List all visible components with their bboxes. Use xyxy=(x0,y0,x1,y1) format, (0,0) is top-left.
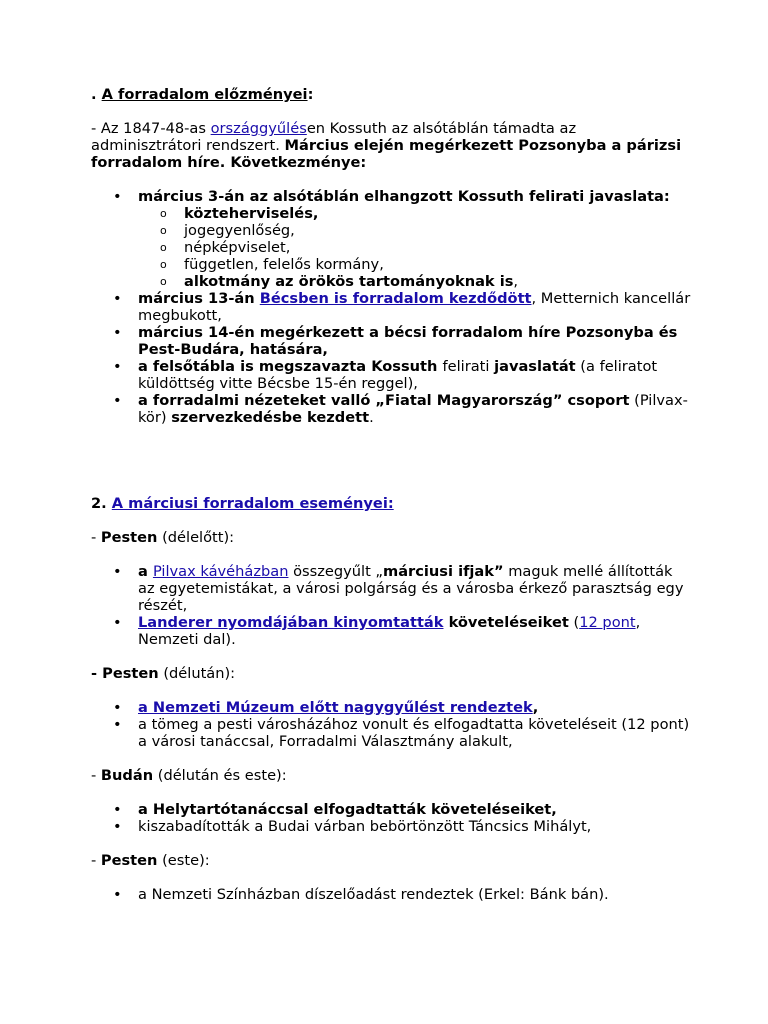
12-pont-link[interactable]: 12 pont xyxy=(579,614,636,631)
pest-morning-list xyxy=(91,563,691,648)
landerer-link[interactable]: Landerer nyomdájában kinyomtatták xyxy=(138,614,444,631)
pest-afternoon-label: - Pesten (délután): xyxy=(91,665,236,682)
buda-label: - Budán (délután és este): xyxy=(91,767,287,784)
list-item: • kiszabadították a Budai várban bebörtönzött Táncsics Mihályt, xyxy=(113,818,592,835)
circle-bullet-icon: o xyxy=(160,241,167,254)
bullet-icon: • xyxy=(113,818,122,835)
list-item: • a Nemzeti Múzeum előtt nagygyűlést rendeztek, xyxy=(113,699,539,716)
nemzeti-muzeum-link[interactable]: a Nemzeti Múzeum előtt nagygyűlést rendeztek xyxy=(138,699,533,716)
bullet-icon: • xyxy=(113,290,122,307)
pest-evening-label: - Pesten (este): xyxy=(91,852,210,869)
section-1-list xyxy=(91,188,691,426)
circle-bullet-icon: o xyxy=(160,275,167,288)
bullet-icon: • xyxy=(113,188,122,205)
sub-list xyxy=(91,205,691,290)
bullet-icon: • xyxy=(113,886,122,903)
pest-morning-label: - Pesten (délelőtt): xyxy=(91,529,235,546)
sub-list-item: o jogegyenlőség, xyxy=(160,222,295,239)
bullet-icon: • xyxy=(113,392,122,409)
list-item: • a forradalmi nézeteket valló „Fiatal Magyarország” csoport (Pilvax-kör) szervezkedésbe kezdett. xyxy=(113,392,688,426)
buda-list xyxy=(91,801,691,835)
pest-evening-list xyxy=(91,886,691,903)
sub-list-item: o független, felelős kormány, xyxy=(160,256,384,273)
pilvax-link[interactable]: Pilvax kávéházban xyxy=(152,563,289,580)
list-item: • március 3-án az alsótáblán elhangzott Kossuth felirati javaslata: o közteherviselés, o jogegyenlőség, o népképviselet, o független, felelős kormány, o alkotmány az örökös tartományoknak is, xyxy=(91,188,691,290)
bullet-icon: • xyxy=(113,716,122,733)
sub-list-item: o közteherviselés, xyxy=(160,205,319,222)
list-item: • március 14-én megérkezett a bécsi forradalom híre Pozsonyba és Pest-Budára, hatására, xyxy=(113,324,678,358)
section-1-title: A forradalom előzményei xyxy=(101,86,308,103)
sub-list-item: o népképviselet, xyxy=(160,239,291,256)
bullet-icon: • xyxy=(113,358,122,375)
list-item: • Landerer nyomdájában kinyomtatták követeléseiket (12 pont, Nemzeti dal). xyxy=(113,614,641,648)
circle-bullet-icon: o xyxy=(160,224,167,237)
list-item: • a felsőtábla is megszavazta Kossuth felirati javaslatát (a feliratot küldöttség vitte Bécsbe 15-én reggel), xyxy=(113,358,658,392)
bullet-icon: • xyxy=(113,324,122,341)
bullet-icon: • xyxy=(113,614,122,631)
section-2-heading: 2. A márciusi forradalom eseményei: xyxy=(91,495,394,512)
section-2-title-link[interactable]: A márciusi forradalom eseményei: xyxy=(111,495,394,512)
sub-list-item: o alkotmány az örökös tartományoknak is, xyxy=(160,273,519,290)
list-item: • március 13-án Bécsben is forradalom kezdődött, Metternich kancellár megbukott, xyxy=(113,290,691,324)
bullet-icon: • xyxy=(113,699,122,716)
circle-bullet-icon: o xyxy=(160,258,167,271)
list-item: • a Helytartótanáccsal elfogadtatták követeléseiket, xyxy=(113,801,557,818)
orszaggyules-link[interactable]: országgyűlés xyxy=(210,120,307,137)
section-1-heading: . A forradalom előzményei: xyxy=(91,86,314,103)
intro-paragraph: - Az 1847-48-as országgyűlésen Kossuth az alsótáblán támadta az adminisztrátori rendszert. Március elején megérkezett Pozsonyba a párizsi forradalom híre. Következménye: xyxy=(91,120,682,171)
list-item: • a tömeg a pesti városházához vonult és elfogadtatta követeléseit (12 pont) a városi tanáccsal, Forradalmi Választmány alakult, xyxy=(113,716,690,750)
list-item: • a Nemzeti Színházban díszelőadást rendeztek (Erkel: Bánk bán). xyxy=(113,886,609,903)
bullet-icon: • xyxy=(113,801,122,818)
pest-afternoon-list xyxy=(91,699,691,750)
list-item: • a Pilvax kávéházban összegyűlt „márciusi ifjak” maguk mellé állították az egyetemistákat, a városi polgárság és a városba érkező parasztság egy részét, xyxy=(113,563,684,614)
becs-forradalom-link[interactable]: Bécsben is forradalom kezdődött xyxy=(259,290,532,307)
bullet-icon: • xyxy=(113,563,122,580)
circle-bullet-icon: o xyxy=(160,207,167,220)
